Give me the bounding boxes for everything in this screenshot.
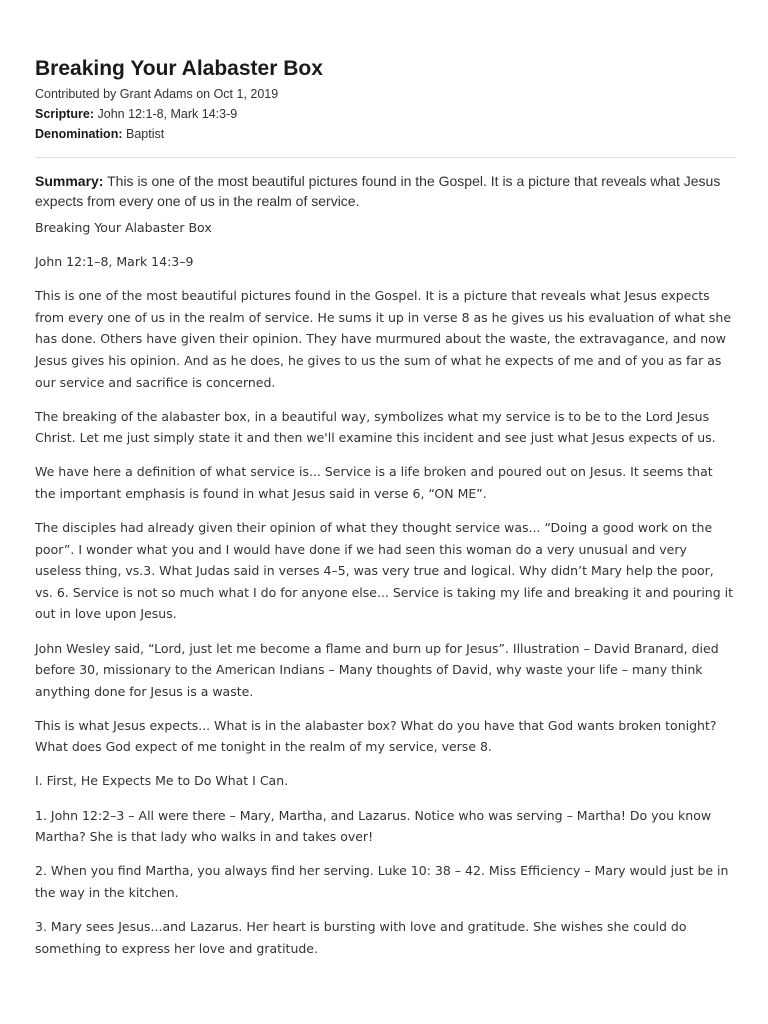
sermon-meta xyxy=(35,84,735,144)
header-divider xyxy=(35,157,735,158)
body-paragraph: The disciples had already given their opinion of what they thought service was... “Doing a good work on the poor”. I wonder what you and I would have done if we had seen this woman do a very unusual and very useless thing, vs.3. What Judas said in verses 4–5, was very true and logical. Why didn’t Mary help the poor, vs. 6. Service is not so much what I do for anyone else... Service is taking my life and breaking it and pouring it out in love upon Jesus. xyxy=(35,520,733,622)
summary xyxy=(35,171,735,211)
sermon-title: Breaking Your Alabaster Box xyxy=(35,57,323,80)
scripture-line xyxy=(35,104,735,124)
body-paragraph: We have here a definition of what service is... Service is a life broken and poured out on Jesus. It seems that the important emphasis is found in what Jesus said in verse 6, “ON ME”. xyxy=(35,464,713,501)
body-paragraph: John Wesley said, “Lord, just let me become a flame and burn up for Jesus”. Illustration – David Branard, died before 30, missionary to the American Indians – Many thoughts of David, why waste your life – many think anything done for Jesus is a waste. xyxy=(35,640,719,699)
body-paragraph: This is one of the most beautiful pictures found in the Gospel. It is a picture that reveals what Jesus expects from every one of us in the realm of service. He sums it up in verse 8 as he gives us his evaluation of what she has done. Others have given their opinion. They have murmured about the waste, the extravagance, and now Jesus gives his opinion. And as he does, he gives to us the sum of what he expects of me and of you as far as our service and sacrifice is concerned. xyxy=(35,288,732,390)
sermon-body xyxy=(35,217,735,959)
body-paragraph: This is what Jesus expects... What is in the alabaster box? What do you have that God wants broken tonight? What does God expect of me tonight in the realm of my service, verse 8. xyxy=(35,717,717,755)
summary-label: Summary: xyxy=(35,173,104,189)
scripture-label: Scripture: xyxy=(35,107,95,121)
denomination-line xyxy=(35,124,735,144)
denomination-label: Denomination: xyxy=(35,127,123,141)
body-point: 2. When you find Martha, you always find her serving. Luke 10: 38 – 42. Miss Efficiency – Mary would just be in the way in the kitchen. xyxy=(35,863,729,900)
scripture-value: John 12:1-8, Mark 14:3-9 xyxy=(97,107,238,121)
body-scripture-ref: John 12:1–8, Mark 14:3–9 xyxy=(35,254,194,270)
body-point: 1. John 12:2–3 – All were there – Mary, Martha, and Lazarus. Notice who was serving – Martha! Do you know Martha? She is that lady who walks in and takes over! xyxy=(35,807,712,845)
summary-text: This is one of the most beautiful pictures found in the Gospel. It is a picture that reveals what Jesus expects from every one of us in the realm of service. xyxy=(35,173,721,209)
body-heading: Breaking Your Alabaster Box xyxy=(35,220,212,235)
body-paragraph: The breaking of the alabaster box, in a beautiful way, symbolizes what my service is to be to the Lord Jesus Christ. Let me just simply state it and then we'll examine this incident and see just what Jesus expects of us. xyxy=(35,408,716,446)
sermon-page xyxy=(35,56,735,972)
body-point: 3. Mary sees Jesus...and Lazarus. Her heart is bursting with love and gratitude. She wishes she could do something to express her love and gratitude. xyxy=(35,918,687,956)
denomination-value: Baptist xyxy=(125,127,165,141)
body-section-heading: I. First, He Expects Me to Do What I Can. xyxy=(35,773,289,789)
contributor-line: Contributed by Grant Adams on Oct 1, 2019 xyxy=(35,87,279,101)
